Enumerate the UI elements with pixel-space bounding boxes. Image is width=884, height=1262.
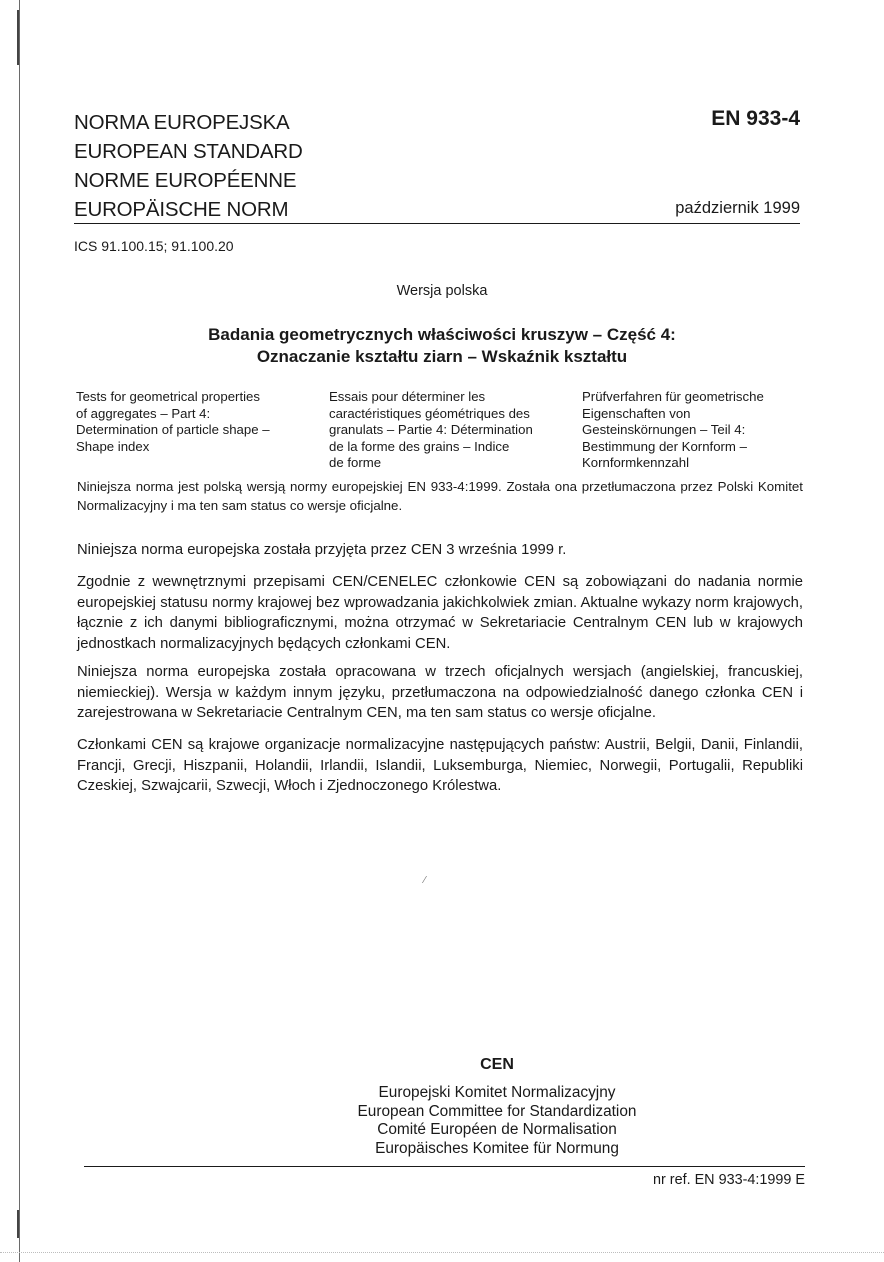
reference-number: nr ref. EN 933-4:1999 E [653, 1172, 805, 1188]
paragraph-adoption: Niniejsza norma europejska została przyjęta przez CEN 3 września 1999 r. [77, 542, 567, 558]
title-translation-de [582, 389, 802, 472]
translation-line: Prüfverfahren für geometrische [582, 389, 764, 404]
scan-bottom-edge [0, 1252, 884, 1253]
translation-line: de forme [329, 455, 382, 470]
standard-number: EN 933-4 [711, 107, 800, 130]
title-translation-en [76, 389, 296, 455]
translation-line: Determination of particle shape – [76, 422, 270, 437]
title-line-1: Badania geometrycznych właściwości kruszyw – Część 4: [208, 325, 676, 344]
version-label: Wersja polska [396, 283, 488, 299]
cen-title: CEN [480, 1056, 514, 1073]
title-translation-fr [329, 389, 559, 472]
translation-line: Essais pour déterminer les [329, 389, 486, 404]
paragraph-members: Członkami CEN są krajowe organizacje normalizacyjne następujących państw: Austrii, Belgii, Danii, Finlandii, Francji, Grecji, Hiszpanii, Holandii, Irlandii, Islandii, Luksemburga, Niemiec, Norwegii, Portugalii, Republiki Czeskiej, Szwajcarii, Szwecji, Włoch i Zjednoczonego Królestwa. [77, 737, 803, 794]
translation-line: Kornformkennzahl [582, 455, 690, 470]
cen-names [110, 1084, 884, 1158]
cen-name-fr: Comité Européen de Normalisation [377, 1121, 617, 1138]
paragraph-polish-version: Niniejsza norma jest polską wersją normy europejskiej EN 933-4:1999. Została ona przetłumaczona przez Polski Komitet Normalizacyjny i ma ten sam status co wersje oficjalne. [77, 479, 803, 513]
translation-line: Shape index [76, 438, 150, 454]
standard-name-en: EUROPEAN STANDARD [74, 140, 303, 163]
cen-name-en: European Committee for Standardization [357, 1102, 637, 1120]
translation-line: Tests for geometrical properties [76, 389, 260, 404]
scan-edge-line [19, 0, 20, 1262]
header-divider [74, 223, 800, 224]
standard-name-de: EUROPÄISCHE NORM [74, 198, 289, 221]
ics-code: ICS 91.100.15; 91.100.20 [74, 238, 234, 254]
scan-mark [17, 10, 19, 65]
paragraph-regulations: Zgodnie z wewnętrznymi przepisami CEN/CENELEC członkowie CEN są zobowiązani do nadania normie europejskiej statusu normy krajowej bez wprowadzania jakichkolwiek zmian. Aktualne wykazy norm krajowych, łącznie z ich danymi bibliograficznymi, można otrzymać w Sekretariacie Centralnym CEN lub w krajowych jednostkach normalizacyjnych będących członkami CEN. [77, 574, 803, 652]
scan-mark [17, 1210, 19, 1238]
translation-line: Gesteinskörnungen – Teil 4: [582, 422, 746, 437]
standard-name-pl: NORMA EUROPEJSKA [74, 111, 290, 134]
translation-line: de la forme des grains – Indice [329, 438, 510, 454]
publication-date: październik 1999 [675, 199, 800, 217]
document-title [0, 324, 884, 368]
translation-line: of aggregates – Part 4: [76, 405, 211, 421]
standard-names [74, 108, 303, 224]
scan-speck: ⁄ [424, 875, 426, 886]
translation-line: granulats – Partie 4: Détermination [329, 422, 533, 437]
footer-divider [84, 1166, 805, 1167]
cen-name-de: Europäisches Komitee für Normung [375, 1139, 619, 1157]
cen-name-pl: Europejski Komitet Normalizacyjny [378, 1084, 616, 1101]
title-line-2: Oznaczanie kształtu ziarn – Wskaźnik kształtu [256, 347, 628, 366]
paragraph-official-versions: Niniejsza norma europejska została opracowana w trzech oficjalnych wersjach (angielskiej, francuskiej, niemieckiej). Wersja w każdym innym języku, przetłumaczona na odpowiedzialność danego członka CEN i zarejestrowana w Sekretariacie Centralnym CEN, ma ten sam status co wersje oficjalne. [77, 664, 803, 721]
translation-line: caractéristiques géométriques des [329, 405, 530, 421]
translation-line: Eigenschaften von [582, 405, 691, 421]
standard-name-fr: NORME EUROPÉENNE [74, 169, 297, 192]
translation-line: Bestimmung der Kornform – [582, 438, 747, 454]
